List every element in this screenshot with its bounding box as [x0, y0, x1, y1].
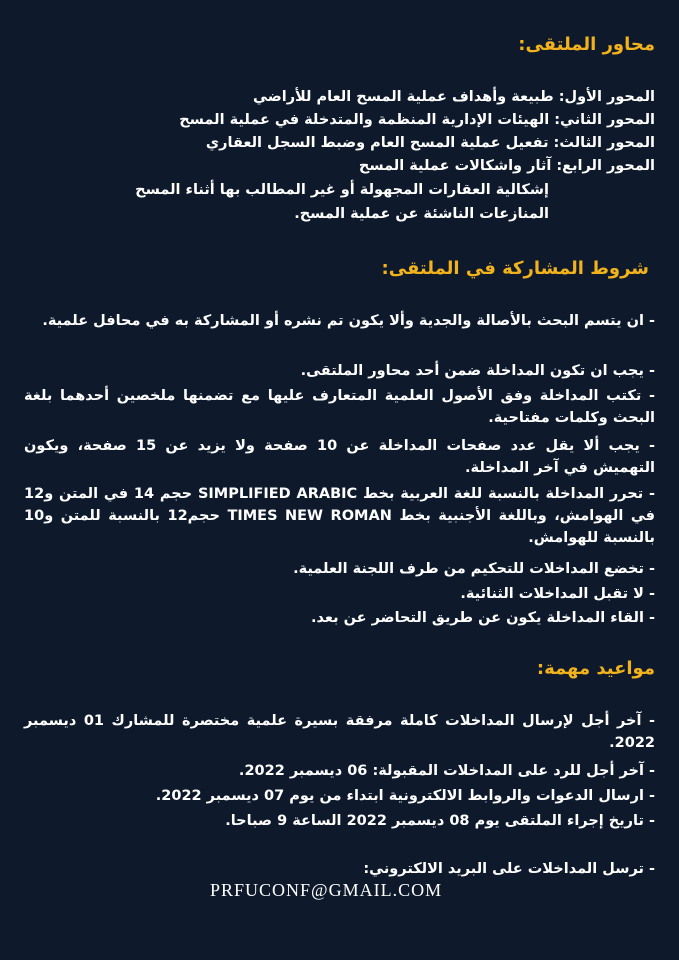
- date-item: - آخر أجل للرد على المداخلات المقبولة: 06 ديسمبر 2022.: [238, 763, 655, 779]
- condition-item: - القاء المداخلة يكون عن طريق التحاضر عن بعد.: [311, 610, 655, 626]
- dates-heading: مواعيد مهمة:: [536, 658, 655, 679]
- condition-item: - تكتب المداخلة وفق الأصول العلمية المتعارف عليها مع تضمنها ملخصين أحدهما بلغة البحث وكلمات مفتاحية.: [24, 388, 655, 426]
- submission-email[interactable]: PRFUCONF@GMAIL.COM: [210, 880, 443, 900]
- axis-item: المحور الرابع: آثار واشكالات عملية المسح: [358, 158, 655, 174]
- axes-heading: محاور الملتقى:: [518, 34, 655, 55]
- date-item: - تاريخ إجراء الملتقى يوم 08 ديسمبر 2022 الساعة 9 صباحا.: [225, 813, 655, 829]
- conditions-heading: شروط المشاركة في الملتقى:: [381, 258, 649, 279]
- condition-item: - تخضع المداخلات للتحكيم من طرف اللجنة العلمية.: [293, 561, 655, 577]
- axis-item: المحور الأول: طبيعة وأهداف عملية المسح العام للأراضي: [253, 89, 655, 105]
- condition-item: - لا تقبل المداخلات الثنائية.: [460, 586, 655, 602]
- condition-item: - تحرر المداخلة بالنسبة للغة العربية بخط SIMPLIFIED ARABIC حجم 14 في المتن و12 في الهوامش، وباللغة الأجنبية بخط TIMES NEW ROMAN حجم12 بالنسبة للمتن و10 بالنسبة للهوامش.: [24, 486, 655, 546]
- condition-item: - يجب ألا يقل عدد صفحات المداخلة عن 10 صفحة ولا يزيد عن 15 صفحة، ويكون التهميش في آخر المداخلة.: [24, 438, 656, 476]
- condition-item: - ان يتسم البحث بالأصالة والجدية وألا يكون تم نشره أو المشاركة به في محافل علمية.: [42, 313, 655, 329]
- date-item: - آخر أجل لإرسال المداخلات كاملة مرفقة بسيرة علمية مختصرة للمشارك 01 ديسمبر 2022.: [24, 713, 656, 751]
- date-item: - ارسال الدعوات والروابط الالكترونية ابتداء من يوم 07 ديسمبر 2022.: [155, 788, 655, 804]
- condition-item: - يجب ان تكون المداخلة ضمن أحد محاور الملتقى.: [300, 363, 655, 379]
- axis-sub-item: إشكالية العقارات المجهولة أو غير المطالب بها أثناء المسح: [135, 182, 549, 198]
- axis-sub-item: المنازعات الناشئة عن عملية المسح.: [294, 206, 549, 222]
- axis-item: المحور الثاني: الهيئات الإدارية المنظمة والمتدخلة في عملية المسح: [179, 112, 655, 128]
- submission-text: - ترسل المداخلات على البريد الالكتروني:: [363, 861, 655, 877]
- axis-item: المحور الثالث: تفعيل عملية المسح العام وضبط السجل العقاري: [205, 135, 655, 151]
